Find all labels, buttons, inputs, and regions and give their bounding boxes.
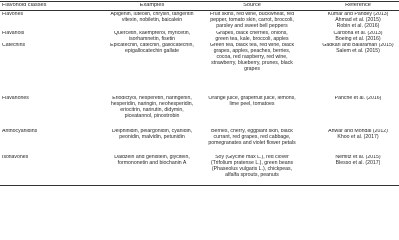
row-catechins-class: Catechins xyxy=(2,43,26,48)
row-flavones-source: Fruit skins, red wine, buckwheat, red pepper, tomato skin, carrot, broccoli, parsley and sweet bell peppers xyxy=(209,12,295,29)
row-flavanols-reference: Cardona et al. (2013) Boeing et al. (2016) xyxy=(333,31,383,42)
row-flavanones-examples: Eriodictyol, hesperetin, naringenin, hesperidin, naringin, neohesperidin, eriocitrin, narirutin, didymin, piceatannol, pinostrobin xyxy=(110,96,194,119)
row-anthocyanidins-examples: Delphinidin, pelargonidin, cyanidin, peonidin, malvidin, petunidin xyxy=(111,129,193,140)
row-isoflavones-source: Soy (Glycine max L.), red clover (Trifolium pratense L.), green beans (Phaseolus vulgaris L.), chickpeas, alfalfa sprouts, peanuts xyxy=(210,155,294,178)
row-flavanones-class: Flavanones xyxy=(2,96,29,101)
row-flavanols-class: Flavanols xyxy=(2,31,25,36)
row-anthocyanidins-reference: Anwar and Mondal (2012) Khoo et al. (2017) xyxy=(328,129,388,140)
row-isoflavones-class: Isoflavones xyxy=(2,155,29,160)
row-anthocyanidins-class: Anthocyanidins xyxy=(2,129,38,134)
header-reference: Reference xyxy=(345,3,371,8)
bottom-rule xyxy=(0,185,399,186)
row-flavones-reference: Kumar and Pandey (2013) Ahmad et al. (2015) Robin et al. (2016) xyxy=(327,12,389,29)
row-catechins-source: Green tea, black tea, red wine, black grapes, apples, peaches, berries, cocoa, red raspberry, red wine, strawberry, blueberry, prunes, black grapes xyxy=(209,43,295,72)
row-flavones-class: Flavones xyxy=(2,12,24,17)
header-rule xyxy=(0,10,399,11)
row-flavanones-source: Orange juice, grapefruit juice, lemons, lime peel, tomatoes xyxy=(208,96,296,107)
row-flavanols-source: Grapes, black cherries, onions, green tea, kale, broccoli, apples xyxy=(215,31,289,42)
top-rule xyxy=(0,1,399,2)
header-examples: Examples xyxy=(139,3,165,8)
header-source: Source xyxy=(243,3,261,8)
row-isoflavones-examples: Daidzein and genistein, glycitein, formononetin and biochanin A xyxy=(114,155,190,166)
row-isoflavones-reference: Nemitz et al. (2015) Blesso et al. (2017) xyxy=(335,155,381,166)
row-catechins-reference: Gadkari and Balaraman (2015) Salem et al. (2015) xyxy=(322,43,394,54)
row-flavanols-examples: Quercetin, kaempferol, myricetin, isorhamnetin, fisetin xyxy=(113,31,191,42)
row-catechins-examples: Epicatechin, catechin, gallocatechin, epigallocatechin gallate xyxy=(110,43,194,54)
row-flavanones-reference: Panche et al. (2016) xyxy=(334,96,382,101)
row-flavones-examples: Apigenin, luteolin, chrysin, tangeritin vitexin, nobiletin, baicalein xyxy=(110,12,194,23)
row-anthocyanidins-source: Berries, cherry, eggplant skin, black currant, red grapes, red cabbage, pomegranates and violet flower petals xyxy=(208,129,296,146)
header-flavonoid-classes: Flavonoid classes xyxy=(2,3,47,8)
